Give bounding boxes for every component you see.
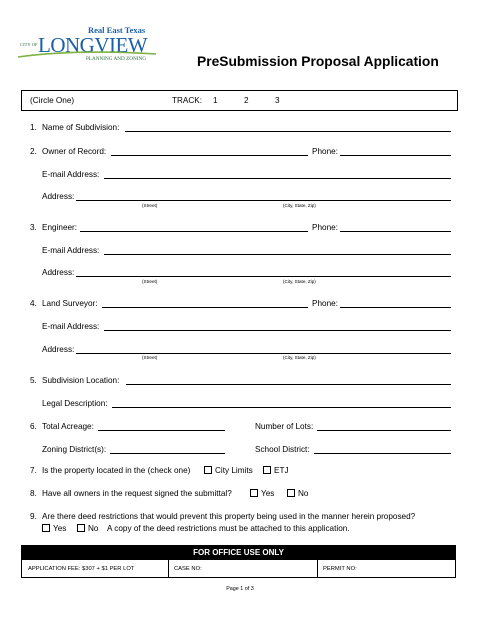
q8-no-label: No [298,489,309,498]
engineer-phone-field[interactable] [340,231,451,232]
logo-tagline: Real East Texas [88,25,146,35]
page-footer: Page 1 of 3 [226,586,254,592]
q8-number: 8. [30,489,37,498]
owner-email-field[interactable] [104,178,451,179]
zoning-district-field[interactable] [110,453,225,454]
q9-no-option[interactable] [77,524,98,534]
owner-city-hint: (City, State, Zip) [283,203,316,208]
permit-number: PERMIT NO: [323,566,357,572]
engineer-city-hint: (City, State, Zip) [283,279,316,284]
owner-address-label: Address: [42,192,75,201]
q3-label: Engineer: [42,223,78,232]
office-use-header [22,546,455,560]
q9-yes-label: Yes [53,524,67,533]
track-box [21,90,458,111]
q8-yes-option[interactable] [250,489,274,499]
owner-address-field[interactable] [76,200,451,201]
subdivision-name-field[interactable] [125,131,451,132]
logo-department: PLANNING AND ZONING [86,56,146,62]
engineer-email-label: E-mail Address: [42,246,100,255]
number-of-lots-field[interactable] [317,430,451,431]
surveyor-street-hint: (Street) [142,355,158,360]
q5-label: Subdivision Location: [42,376,120,385]
subdivision-location-field[interactable] [126,384,451,385]
office-use-box [21,545,456,578]
page-title: PreSubmission Proposal Application [197,54,439,69]
q9-yes-option[interactable] [42,524,66,534]
engineer-email-field[interactable] [104,254,451,255]
track-option-3[interactable]: 3 [275,96,280,105]
surveyor-phone-field[interactable] [340,307,451,308]
q2-label: Owner of Record: [42,147,107,156]
surveyor-address-label: Address: [42,345,75,354]
owner-phone-field[interactable] [340,155,451,156]
engineer-street-hint: (Street) [142,279,158,284]
track-label: TRACK: [172,96,203,105]
etj-option[interactable] [263,466,289,476]
q9-text: Are there deed restrictions that would prevent this property being used in the manner herein proposed? [42,512,416,521]
q1-number: 1. [30,123,37,132]
engineer-name-field[interactable] [80,231,308,232]
etj-checkbox[interactable] [263,466,271,474]
office-divider-1 [168,560,169,577]
engineer-address-field[interactable] [76,276,451,277]
q8-yes-label: Yes [261,489,275,498]
q3-number: 3. [30,223,37,232]
surveyor-email-label: E-mail Address: [42,322,100,331]
q4-label: Land Surveyor: [42,299,98,308]
office-divider-2 [317,560,318,577]
q6-number: 6. [30,422,37,431]
etj-label: ETJ [274,466,289,475]
city-limits-label: City Limits [215,466,253,475]
city-logo [16,26,166,70]
track-option-1[interactable]: 1 [213,96,218,105]
q8-no-option[interactable] [287,489,308,499]
application-fee: APPLICATION FEE: $307 + $1 PER LOT [28,566,135,572]
engineer-address-label: Address: [42,268,75,277]
surveyor-email-field[interactable] [104,330,451,331]
track-option-2[interactable]: 2 [244,96,249,105]
total-acreage-field[interactable] [98,430,225,431]
city-limits-option[interactable] [204,466,253,476]
school-district-field[interactable] [314,453,451,454]
owner-email-label: E-mail Address: [42,170,100,179]
owner-phone-label: Phone: [312,147,338,156]
q8-no-checkbox[interactable] [287,489,295,497]
q6-label: Total Acreage: [42,422,94,431]
q7-text: Is the property located in the (check one) [42,466,191,475]
q5-number: 5. [30,376,37,385]
surveyor-name-field[interactable] [102,307,308,308]
surveyor-city-hint: (City, State, Zip) [283,355,316,360]
case-number: CASE NO: [174,566,202,572]
q7-number: 7. [30,466,37,475]
zoning-district-label: Zoning District(s): [42,445,107,454]
q9-no-checkbox[interactable] [77,524,85,532]
legal-description-label: Legal Description: [42,399,108,408]
city-limits-checkbox[interactable] [204,466,212,474]
q8-yes-checkbox[interactable] [250,489,258,497]
q9-yes-checkbox[interactable] [42,524,50,532]
circle-one-label: (Circle One) [30,96,75,105]
legal-description-field[interactable] [112,407,451,408]
q1-label: Name of Subdivision: [42,123,120,132]
number-of-lots-label: Number of Lots: [255,422,314,431]
owner-street-hint: (Street) [142,203,158,208]
surveyor-address-field[interactable] [76,353,451,354]
surveyor-phone-label: Phone: [312,299,338,308]
q4-number: 4. [30,299,37,308]
q8-text: Have all owners in the request signed the submittal? [42,489,232,498]
q9-number: 9. [30,512,37,521]
engineer-phone-label: Phone: [312,223,338,232]
q9-no-label: No [88,524,99,533]
owner-name-field[interactable] [111,155,308,156]
q2-number: 2. [30,147,37,156]
logo-city-of: CITY OF [20,42,38,47]
q9-note: A copy of the deed restrictions must be attached to this application. [107,524,350,533]
school-district-label: School District: [255,445,310,454]
logo-city-name: LONGVIEW [38,33,148,57]
office-use-header-text: FOR OFFICE USE ONLY [193,548,284,557]
